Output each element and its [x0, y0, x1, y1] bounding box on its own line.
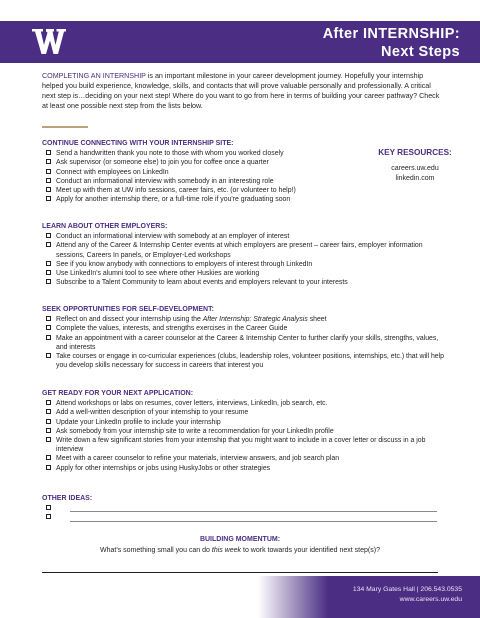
- checklist-item[interactable]: [42, 315, 450, 324]
- gold-divider: [42, 126, 88, 128]
- checkbox-icon[interactable]: [46, 400, 51, 405]
- checkbox-icon[interactable]: [46, 316, 51, 321]
- checkbox-icon[interactable]: [46, 159, 51, 164]
- checkbox-icon[interactable]: [46, 187, 51, 192]
- item-text: Make an appointment with a career counselor at the Career & Internship Center to further clarify your skills, strengths, values, and interests: [56, 334, 439, 351]
- item-text-end: sheet: [307, 316, 327, 324]
- section-other-ideas: [42, 494, 450, 522]
- item-text: Reflect on and dissect your internship using the: [56, 316, 203, 324]
- section-title: CONTINUE CONNECTING WITH YOUR INTERNSHIP SITE:: [42, 140, 234, 147]
- section-title: LEARN ABOUT OTHER EMPLOYERS:: [42, 223, 168, 230]
- checklist-item[interactable]: [42, 334, 450, 352]
- checkbox-icon[interactable]: [46, 514, 51, 519]
- item-text: Ask somebody from your internship site to write a recommendation for your LinkedIn profile: [56, 427, 334, 435]
- checkbox-icon[interactable]: [46, 150, 51, 155]
- item-text: Meet up with them at UW info sessions, career fairs, etc. (or volunteer to help!): [56, 187, 296, 195]
- checkbox-icon[interactable]: [46, 428, 51, 433]
- item-text: Update your LinkedIn profile to include your internship: [56, 418, 221, 426]
- checklist-item[interactable]: [42, 186, 372, 195]
- key-resources-title: KEY RESOURCES:: [378, 148, 452, 157]
- momentum-title: BUILDING MOMENTUM:: [199, 536, 281, 543]
- item-text: Send a handwritten thank you note to those with whom you worked closely: [56, 150, 284, 158]
- header-top-band: [0, 0, 480, 21]
- item-text: Meet with a career counselor to refine your materials, interview answers, and job search plan: [56, 455, 340, 463]
- checkbox-icon[interactable]: [46, 437, 51, 442]
- checkbox-icon[interactable]: [46, 419, 51, 424]
- blank-idea-line[interactable]: [70, 511, 437, 512]
- resource-link-careers[interactable]: careers.uw.edu: [391, 165, 439, 172]
- intro-text: is an important milestone in your career development journey. Hopefully your internship helped you build experience, knowledge, skills, and contacts that will prove valuable personally and professionally. A critical next step is…deciding on your next step! Where do you want to go from here in terms of building your career pathway? Check at least one possible next step from the lists below.: [42, 72, 440, 110]
- checkbox-icon[interactable]: [46, 233, 51, 238]
- answer-line[interactable]: [42, 572, 438, 573]
- item-text: Complete the values, interests, and strengths exercises in the Career Guide: [56, 325, 288, 333]
- checkbox-icon[interactable]: [46, 409, 51, 414]
- checklist-item[interactable]: [42, 278, 450, 287]
- item-text: Add a well-written description of your internship to your resume: [56, 409, 249, 417]
- item-text: Apply for another internship there, or a full-time role if you're graduating soon: [56, 196, 291, 204]
- checkbox-icon[interactable]: [46, 505, 51, 510]
- checklist-item[interactable]: [42, 158, 372, 167]
- checklist-item[interactable]: [42, 232, 450, 241]
- checkbox-icon[interactable]: [46, 455, 51, 460]
- section-self-development: [42, 305, 450, 370]
- momentum-text-end: to work towards your identified next step(s)?: [241, 547, 380, 554]
- footer-gradient: [258, 576, 328, 618]
- section-title: OTHER IDEAS:: [42, 495, 93, 502]
- checklist-item[interactable]: [42, 436, 450, 454]
- item-text: Conduct an informational interview with somebody at an employer of interest: [56, 233, 290, 241]
- checkbox-icon[interactable]: [46, 242, 51, 247]
- momentum-question: [0, 547, 480, 554]
- checklist-item[interactable]: [42, 260, 450, 269]
- checkbox-icon[interactable]: [46, 325, 51, 330]
- section-other-employers: [42, 222, 450, 287]
- checkbox-icon[interactable]: [46, 279, 51, 284]
- item-text-italic: After Internship: Strategic Analysis: [202, 316, 308, 324]
- key-resources: [368, 148, 462, 183]
- intro-lead: COMPLETING AN INTERNSHIP: [42, 72, 146, 80]
- checkbox-icon[interactable]: [46, 465, 51, 470]
- checklist-item[interactable]: [42, 149, 372, 158]
- checklist-item[interactable]: [42, 195, 372, 204]
- checklist-item[interactable]: [42, 324, 450, 333]
- checklist-item[interactable]: [42, 464, 450, 473]
- item-text: Subscribe to a Talent Community to learn about events and employers relevant to your interests: [56, 279, 348, 287]
- momentum-emphasis: this week: [211, 547, 242, 554]
- item-text: Take courses or engage in co-curricular experiences (clubs, leadership roles, volunteer positions, internships, etc.) that will help you develop skills necessary for success in careers that interest you: [56, 353, 444, 370]
- item-text: Conduct an informational interview with somebody in an interesting role: [56, 177, 274, 185]
- item-text: Use LinkedIn's alumni tool to see where other Huskies are working: [56, 270, 260, 278]
- checklist-item[interactable]: [42, 352, 450, 370]
- checklist-item[interactable]: [42, 177, 372, 186]
- uw-logo-icon: [32, 26, 66, 56]
- checkbox-icon[interactable]: [46, 261, 51, 266]
- page-title-line2: Next Steps: [381, 44, 460, 60]
- item-text: See if you know anybody with connections to employers of interest through LinkedIn: [56, 260, 313, 268]
- section-title: GET READY FOR YOUR NEXT APPLICATION:: [42, 390, 194, 397]
- item-text: Attend any of the Career & Internship Center events at which employers are present – career fairs, employer information sessions, Careers In panels, or Employer-Led workshops: [56, 242, 423, 259]
- checklist-item[interactable]: [42, 418, 450, 427]
- item-text: Apply for other internships or jobs using HuskyJobs or other strategies: [56, 464, 271, 472]
- checklist-item[interactable]: [42, 269, 450, 278]
- checkbox-icon[interactable]: [46, 335, 51, 340]
- momentum-text: What's something small you can do: [100, 547, 212, 554]
- blank-idea-line[interactable]: [70, 521, 437, 522]
- checklist-item[interactable]: [42, 168, 372, 177]
- item-text: Attend workshops or labs on resumes, cover letters, interviews, LinkedIn, job search, etc.: [56, 400, 328, 408]
- item-text: Connect with employees on LinkedIn: [56, 168, 169, 176]
- item-text: Ask supervisor (or someone else) to join you for coffee once a quarter: [56, 159, 269, 167]
- checklist-item[interactable]: [42, 399, 450, 408]
- checkbox-icon[interactable]: [46, 196, 51, 201]
- checkbox-icon[interactable]: [46, 353, 51, 358]
- checklist-item[interactable]: [42, 454, 450, 463]
- checklist-item[interactable]: [42, 408, 450, 417]
- resource-link-linkedin[interactable]: linkedin.com: [395, 174, 435, 182]
- checkbox-icon[interactable]: [46, 270, 51, 275]
- header: [0, 0, 480, 62]
- intro-paragraph: [42, 72, 444, 112]
- section-internship-site: [42, 139, 372, 204]
- checkbox-icon[interactable]: [46, 178, 51, 183]
- section-title: SEEK OPPORTUNITIES FOR SELF-DEVELOPMENT:: [42, 306, 214, 313]
- item-text: Write down a few significant stories from your internship that you might want to include in a cover letter or discuss in a job interview: [56, 437, 426, 454]
- page-title-line1: After INTERNSHIP:: [322, 26, 460, 42]
- footer-url[interactable]: www.careers.uw.edu: [399, 596, 462, 603]
- footer-address: 134 Mary Gates Hall | 206.543.0535: [352, 586, 462, 593]
- footer: [0, 576, 480, 618]
- checkbox-icon[interactable]: [46, 169, 51, 174]
- checklist-item[interactable]: [42, 241, 450, 259]
- checklist-item[interactable]: [42, 427, 450, 436]
- section-next-application: [42, 389, 450, 473]
